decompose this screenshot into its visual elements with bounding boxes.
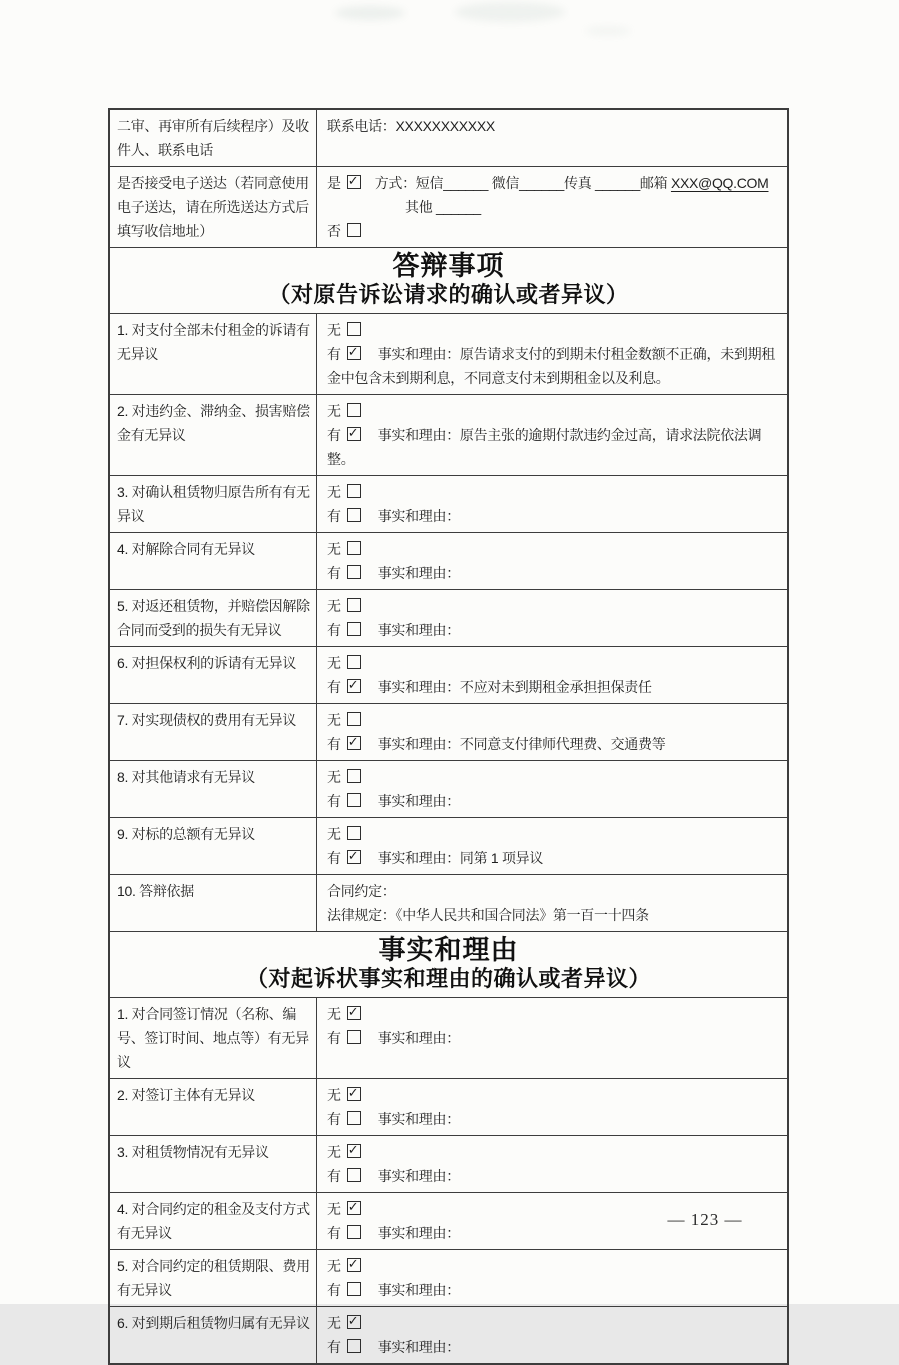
- yes-label: 有: [327, 1339, 341, 1355]
- row-label: 是否接受电子送达（若同意使用电子送达，请在所选送达方式后填写收信地址）: [110, 167, 317, 247]
- row-answer: [317, 314, 787, 394]
- checkbox-yes-icon: [347, 1225, 361, 1239]
- table-row: [110, 532, 787, 589]
- checkbox-yes-icon: [347, 736, 361, 750]
- yes-option: [327, 618, 783, 642]
- table-row: [110, 313, 787, 394]
- yes-label: 有: [327, 793, 341, 809]
- row-label: 5. 对返还租赁物，并赔偿因解除合同而受到的损失有无异议: [110, 590, 317, 646]
- yes-label: 有: [327, 1030, 341, 1046]
- reason-text: 事实和理由：: [377, 1030, 460, 1046]
- yes-option: [327, 504, 783, 528]
- section2-title: 事实和理由: [378, 935, 519, 965]
- checkbox-yes-icon: [347, 679, 361, 693]
- no-option: [327, 1083, 783, 1107]
- yes-option: [327, 789, 783, 813]
- no-label: 无: [327, 712, 341, 728]
- checkbox-no-icon: [347, 1315, 361, 1329]
- table-row: [110, 703, 787, 760]
- reason-text: 事实和理由：: [377, 508, 460, 524]
- checkbox-no-icon: [347, 655, 361, 669]
- no-option: [327, 399, 783, 423]
- table-row: [110, 394, 787, 475]
- reason-text: 事实和理由：: [377, 565, 460, 581]
- yes-option: [327, 732, 783, 756]
- checkbox-yes-icon: [347, 1111, 361, 1125]
- row-label: 6. 对到期后租赁物归属有无异议: [110, 1307, 317, 1363]
- row-answer: [317, 998, 787, 1078]
- yes-option: [327, 675, 783, 699]
- row-label: 7. 对实现债权的费用有无异议: [110, 704, 317, 760]
- row-label: 2. 对签订主体有无异议: [110, 1079, 317, 1135]
- no-option: [327, 1140, 783, 1164]
- no-label: 无: [327, 322, 341, 338]
- row-answer: [317, 1136, 787, 1192]
- eservice-yes-line: [327, 171, 783, 195]
- no-label: 无: [327, 403, 341, 419]
- table-row: [110, 1135, 787, 1192]
- row-answer: [317, 590, 787, 646]
- row-label: 二审、再审所有后续程序）及收件人、联系电话: [110, 110, 317, 166]
- reason-text: 事实和理由：: [377, 1111, 460, 1127]
- no-option: [327, 1002, 783, 1026]
- no-option: [327, 537, 783, 561]
- yes-label: 有: [327, 622, 341, 638]
- no-option: [327, 318, 783, 342]
- table-row: [110, 475, 787, 532]
- row-answer: [317, 533, 787, 589]
- table-row: [110, 1249, 787, 1306]
- checkbox-yes-icon: [347, 793, 361, 807]
- checkbox-no-icon: [347, 403, 361, 417]
- reason-text: 事实和理由：不应对未到期租金承担担保责任: [377, 679, 652, 695]
- no-label: 无: [327, 541, 341, 557]
- row-answer: [317, 647, 787, 703]
- reason-text: 事实和理由：: [377, 793, 460, 809]
- row-label: 8. 对其他请求有无异议: [110, 761, 317, 817]
- no-label: 无: [327, 1258, 341, 1274]
- section1-subtitle: （对原告诉讼请求的确认或者异议）: [268, 282, 629, 307]
- table-row: [110, 589, 787, 646]
- no-label: 无: [327, 1315, 341, 1331]
- no-option: [327, 708, 783, 732]
- no-option: [327, 594, 783, 618]
- no-option: [327, 651, 783, 675]
- no-option: [327, 480, 783, 504]
- reason-text: 事实和理由：同第 1 项异议: [377, 850, 544, 866]
- checkbox-yes-icon: [347, 427, 361, 441]
- row-answer: [317, 1307, 787, 1363]
- no-label: 无: [327, 826, 341, 842]
- no-option: [327, 1254, 783, 1278]
- section1-title: 答辩事项: [392, 251, 505, 281]
- row-label: 1. 对支付全部未付租金的诉请有无异议: [110, 314, 317, 394]
- table-row-basis: [110, 874, 787, 931]
- yes-option: [327, 561, 783, 585]
- reason-text: 事实和理由：: [377, 622, 460, 638]
- yes-label: 有: [327, 427, 341, 443]
- scan-artifact: [585, 26, 631, 36]
- no-label: 无: [327, 769, 341, 785]
- row-answer: [317, 1250, 787, 1306]
- row-label: 4. 对合同约定的租金及支付方式有无异议: [110, 1193, 317, 1249]
- checkbox-no-icon: [347, 1144, 361, 1158]
- row-answer: [317, 395, 787, 475]
- no-option: [327, 765, 783, 789]
- row-label: 5. 对合同约定的租赁期限、费用有无异议: [110, 1250, 317, 1306]
- row-content: [317, 167, 787, 247]
- yes-option: [327, 423, 783, 471]
- checkbox-yes-icon: [347, 1030, 361, 1044]
- checkbox-yes-icon: [347, 1282, 361, 1296]
- no-label: 否: [327, 223, 341, 239]
- reason-text: 事实和理由：原告请求支付的到期未付租金数额不正确，未到期租金中包含未到期利息，不同意支付未到期租金以及利息。: [327, 346, 776, 386]
- no-label: 无: [327, 1201, 341, 1217]
- page-number: — 123 —: [667, 1210, 743, 1229]
- checkbox-no-icon: [347, 712, 361, 726]
- row-answer: [317, 818, 787, 874]
- checkbox-no-icon: [347, 1258, 361, 1272]
- no-label: 无: [327, 1144, 341, 1160]
- row-label: 3. 对租赁物情况有无异议: [110, 1136, 317, 1192]
- yes-option: [327, 1107, 783, 1131]
- section2-header: [110, 932, 787, 997]
- no-label: 无: [327, 598, 341, 614]
- reason-text: 事实和理由：: [377, 1168, 460, 1184]
- table-row: [110, 997, 787, 1078]
- scan-artifact: [335, 6, 405, 20]
- reason-text: 事实和理由：: [377, 1282, 460, 1298]
- yes-option: [327, 1278, 783, 1302]
- row-answer: [317, 704, 787, 760]
- checkbox-yes-icon: [347, 850, 361, 864]
- eservice-no-line: [327, 219, 783, 243]
- table-row: [110, 760, 787, 817]
- row-label: 4. 对解除合同有无异议: [110, 533, 317, 589]
- table-row: [110, 817, 787, 874]
- checkbox-no-icon: [347, 598, 361, 612]
- phone-line: 联系电话：XXXXXXXXXXX: [327, 118, 495, 134]
- row-content: [317, 875, 787, 931]
- checkbox-no-icon: [347, 1006, 361, 1020]
- yes-label: 有: [327, 565, 341, 581]
- section1-header-row: [110, 247, 787, 313]
- row-answer: [317, 761, 787, 817]
- yes-label: 是: [327, 175, 341, 191]
- yes-option: [327, 1335, 783, 1359]
- row-content: [317, 110, 787, 166]
- checkbox-no-icon: [347, 223, 361, 237]
- yes-label: 有: [327, 1225, 341, 1241]
- yes-option: [327, 1164, 783, 1188]
- no-label: 无: [327, 1087, 341, 1103]
- reason-text: 事实和理由：不同意支付律师代理费、交通费等: [377, 736, 666, 752]
- table-row: [110, 646, 787, 703]
- yes-label: 有: [327, 1168, 341, 1184]
- yes-option: [327, 846, 783, 870]
- row-label: 2. 对违约金、滞纳金、损害赔偿金有无异议: [110, 395, 317, 475]
- yes-label: 有: [327, 508, 341, 524]
- eservice-other-line: 其他 ______: [405, 199, 481, 215]
- defense-form-table: [108, 108, 789, 1365]
- checkbox-yes-icon: [347, 346, 361, 360]
- reason-text: 事实和理由：原告主张的逾期付款违约金过高，请求法院依法调整。: [327, 427, 762, 467]
- scan-artifact: [455, 2, 565, 22]
- checkbox-yes-icon: [347, 622, 361, 636]
- table-row-contact: [110, 110, 787, 166]
- no-label: 无: [327, 1006, 341, 1022]
- row-answer: [317, 1079, 787, 1135]
- checkbox-no-icon: [347, 484, 361, 498]
- no-option: [327, 1311, 783, 1335]
- checkbox-no-icon: [347, 541, 361, 555]
- table-row: [110, 1078, 787, 1135]
- yes-label: 有: [327, 1111, 341, 1127]
- section1-header: [110, 248, 787, 313]
- checkbox-no-icon: [347, 1087, 361, 1101]
- yes-option: [327, 342, 783, 390]
- section2-header-row: [110, 931, 787, 997]
- checkbox-yes-icon: [347, 1339, 361, 1353]
- email-value: XXX@QQ.COM: [670, 175, 769, 191]
- checkbox-yes-icon: [347, 565, 361, 579]
- contract-basis-line: 合同约定：: [327, 883, 396, 899]
- checkbox-no-icon: [347, 769, 361, 783]
- checkbox-no-icon: [347, 322, 361, 336]
- reason-text: 事实和理由：: [377, 1339, 460, 1355]
- checkbox-yes-icon: [347, 508, 361, 522]
- table-row: [110, 1306, 787, 1363]
- legal-basis-line: 法律规定：《中华人民共和国合同法》第一百一十四条: [327, 907, 649, 923]
- yes-option: [327, 1026, 783, 1050]
- no-option: [327, 822, 783, 846]
- table-row-eservice: [110, 166, 787, 247]
- no-label: 无: [327, 655, 341, 671]
- no-label: 无: [327, 484, 341, 500]
- yes-label: 有: [327, 679, 341, 695]
- row-label: 9. 对标的总额有无异议: [110, 818, 317, 874]
- row-answer: [317, 476, 787, 532]
- checkbox-no-icon: [347, 1201, 361, 1215]
- row-label: 10. 答辩依据: [110, 875, 317, 931]
- reason-text: 事实和理由：: [377, 1225, 460, 1241]
- row-label: 6. 对担保权利的诉请有无异议: [110, 647, 317, 703]
- yes-label: 有: [327, 850, 341, 866]
- checkbox-yes-icon: [347, 175, 361, 189]
- yes-label: 有: [327, 346, 341, 362]
- checkbox-no-icon: [347, 826, 361, 840]
- checkbox-yes-icon: [347, 1168, 361, 1182]
- yes-label: 有: [327, 1282, 341, 1298]
- row-label: 3. 对确认租赁物归原告所有有无异议: [110, 476, 317, 532]
- service-methods: 方式：短信______ 微信______传真 ______邮箱: [374, 175, 671, 191]
- yes-label: 有: [327, 736, 341, 752]
- row-label: 1. 对合同签订情况（名称、编号、签订时间、地点等）有无异议: [110, 998, 317, 1078]
- section2-subtitle: （对起诉状事实和理由的确认或者异议）: [245, 966, 651, 991]
